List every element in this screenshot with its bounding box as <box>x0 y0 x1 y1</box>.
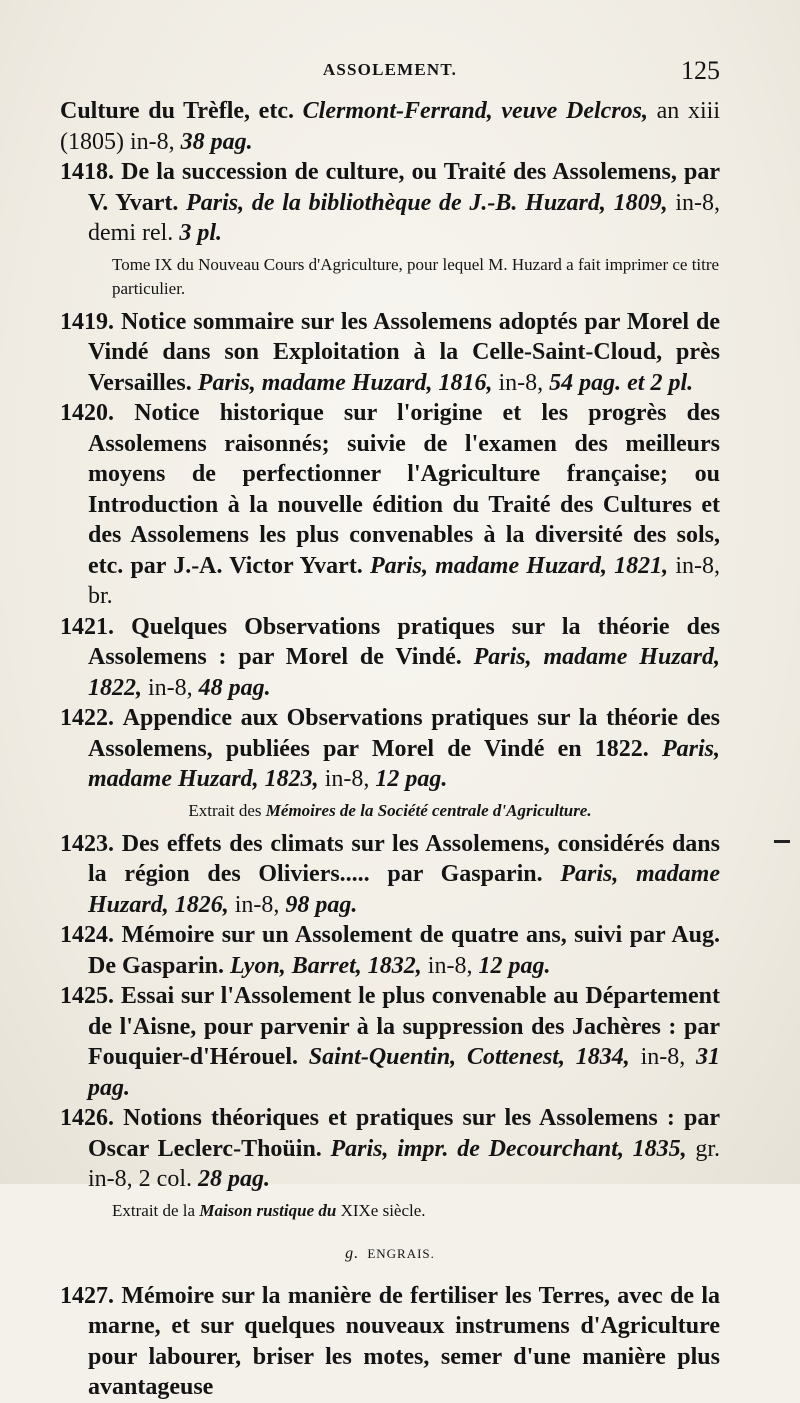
entry-number: 1422. <box>60 705 114 731</box>
entry-pages: 28 pag. <box>197 1166 270 1192</box>
entry-title: Notice historique sur l'origine et les progrès des Assolemens raisonnés; suivie de l'examen des meilleurs moyens de perfectionner l'Agriculture française; ou Introduction à la nouvelle édition du Traité des Cultures et des Assolemens les plus convenables à la diversité des sols, etc. par J.-A. Victor Yvart. <box>88 400 720 579</box>
entry-format: in-8, <box>234 891 286 918</box>
entry-1422 <box>60 703 720 795</box>
note-1418: Tome IX du Nouveau Cours d'Agriculture, pour lequel M. Huzard a fait imprimer ce titre particulier. <box>112 254 720 298</box>
entry-format: in-8, <box>498 369 550 396</box>
entry-1420 <box>60 398 720 612</box>
entry-1419 <box>60 307 720 399</box>
entry-number: 1423. <box>60 830 114 857</box>
entry-publisher: Lyon, Barret, 1832, <box>230 952 428 979</box>
entry-publisher: Paris, de la bibliothèque de J.-B. Huzard, 1809, <box>186 189 676 216</box>
page-number: 125 <box>681 56 720 85</box>
entry-format: in-8, <box>427 952 479 979</box>
entry-1421 <box>60 612 720 704</box>
entry-title: Notice sommaire sur les Assolemens adoptés par Morel de Vindé dans son Exploitation à la Celle-Saint-Cloud, près Versailles. <box>88 308 720 396</box>
entry-publisher: Paris, madame Huzard, 1823, <box>88 735 720 792</box>
entry-publisher: Paris, madame Huzard, 1822, <box>88 644 720 701</box>
entry-publisher: Clermont-Ferrand, veuve Delcros, <box>302 98 657 124</box>
note-source: Mémoires de la Société centrale d'Agriculture. <box>265 800 592 820</box>
entry-number: 1420. <box>60 400 114 426</box>
entry-1424 <box>60 920 720 981</box>
note-prefix: Extrait des <box>188 800 266 820</box>
entry-publisher: Paris, madame Huzard, 1816, <box>197 369 499 396</box>
entry-publisher: Paris, madame Huzard, 1821, <box>369 552 676 579</box>
bibliography-text <box>60 96 720 1403</box>
entry-pages: 48 pag. <box>198 674 271 701</box>
entry-title: Mémoire sur la manière de fertiliser les Terres, avec de la marne, et sur quelques nouveaux instrumens d'Agriculture pour labourer, briser les motes, semer d'une manière plus avantageuse <box>88 1282 721 1400</box>
entry-pages: 98 pag. <box>285 891 358 918</box>
note-1426 <box>60 1199 720 1223</box>
entry-title: Essai sur l'Assolement le plus convenable au Département de l'Aisne, pour parvenir à la suppression des Jachères : par Fouquier-d'Hérouel. <box>88 983 720 1070</box>
entry-format: an xiii (1805) in-8, <box>60 98 720 155</box>
entry-title: De la succession de culture, ou Traité des Assolemens, par V. Yvart. <box>88 159 721 216</box>
entry-number: 1425. <box>60 983 114 1009</box>
entry-title: Mémoire sur un Assolement de quatre ans, suivi par Aug. De Gasparin. <box>88 922 720 979</box>
entry-format: in-8, <box>640 1044 697 1070</box>
section-title: ENGRAIS. <box>367 1245 435 1261</box>
entry-1425 <box>60 981 720 1103</box>
entry-title: Notions théoriques et pratiques sur les Assolemens : par Oscar Leclerc-Thoüin. <box>88 1105 721 1162</box>
note-suffix: XIXe siècle. <box>336 1200 426 1220</box>
entry-number: 1421. <box>60 613 114 640</box>
page-header <box>60 56 720 92</box>
entry-pages: 12 pag. <box>375 766 448 792</box>
note-1422 <box>60 799 720 823</box>
entry-number: 1419. <box>60 308 114 335</box>
entry-number: 1418. <box>60 159 114 185</box>
entry-pages: 54 pag. et 2 pl. <box>549 369 694 396</box>
entry-1426 <box>60 1103 720 1195</box>
section-heading <box>60 1245 720 1263</box>
entry-format: in-8, br. <box>88 552 720 609</box>
entry-title: Quelques Observations pratiques sur la théorie des Assolemens : par Morel de Vindé. <box>88 613 720 670</box>
entry-pages: 38 pag. <box>180 128 253 155</box>
margin-dash <box>774 840 790 843</box>
entry-pages: 3 pl. <box>179 220 222 246</box>
entry-title: Des effets des climats sur les Assolemens, considérés dans la région des Oliviers..... par Gasparin. <box>88 830 720 887</box>
entry-pages: 31 pag. <box>88 1044 721 1101</box>
entry-number: 1424. <box>60 922 114 948</box>
entry-1423 <box>60 829 720 921</box>
entry-number: 1427. <box>60 1282 114 1309</box>
note-prefix: Extrait de la <box>112 1200 200 1220</box>
entry-publisher: Paris, impr. de Decourchant, 1835, <box>330 1135 696 1162</box>
entry-publisher: Paris, madame Huzard, 1826, <box>88 861 721 918</box>
entry-pages: 12 pag. <box>478 952 551 979</box>
entry-number: 1426. <box>60 1105 114 1131</box>
section-letter: g. <box>345 1244 360 1262</box>
entry-continuation <box>60 96 720 157</box>
entry-format: in-8, <box>148 674 199 701</box>
entry-1427 <box>60 1281 720 1403</box>
entry-title: Culture du Trèfle, etc. <box>60 98 303 124</box>
note-source: Maison rustique du <box>199 1200 337 1220</box>
entry-format: in-8, <box>324 766 376 792</box>
running-head: ASSOLEMENT. <box>322 60 458 79</box>
entry-title: Appendice aux Observations pratiques sur la théorie des Assolemens, publiées par Morel de Vindé en 1822. <box>88 705 720 762</box>
entry-format: in-8, demi rel. <box>88 189 720 246</box>
entry-publisher: Saint-Quentin, Cottenest, 1834, <box>308 1044 641 1070</box>
entry-format: gr. in-8, 2 col. <box>88 1135 721 1192</box>
entry-1418 <box>60 157 720 249</box>
